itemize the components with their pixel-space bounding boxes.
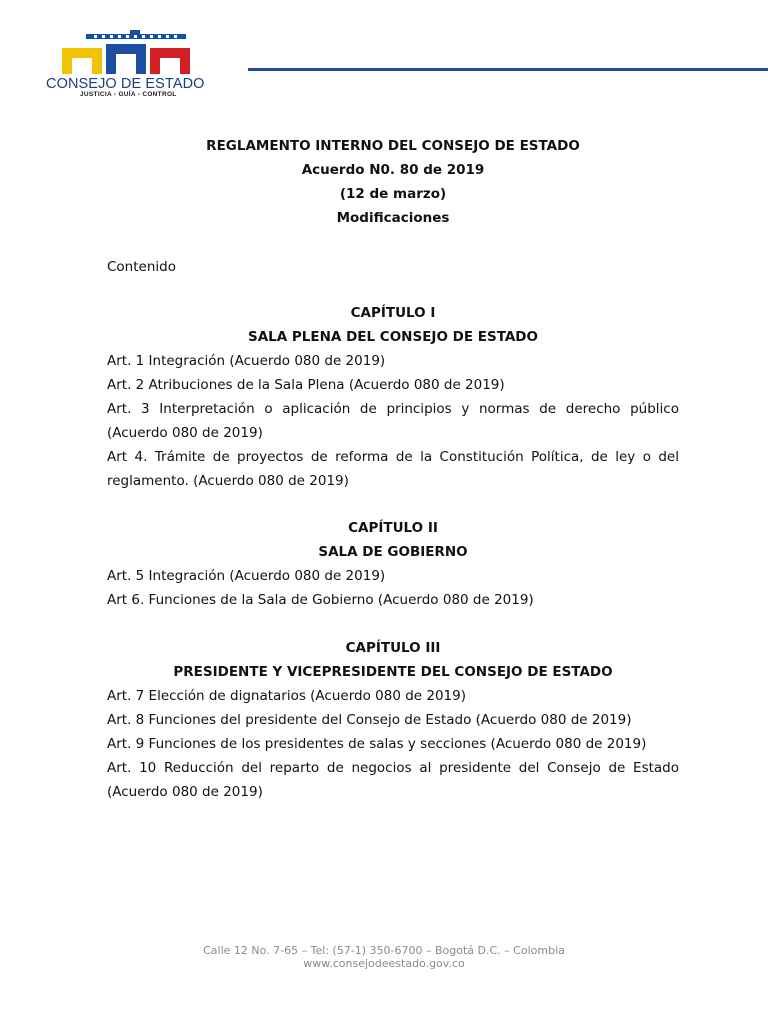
article-item: Art 4. Trámite de proyectos de reforma de la Constitución Política, de ley o del reglamento. (Acuerdo 080 de 2019) bbox=[107, 449, 679, 489]
consejo-de-estado-logo bbox=[46, 30, 221, 100]
chapter-number: CAPÍTULO II bbox=[348, 520, 438, 536]
title-line-4: Modificaciones bbox=[336, 210, 450, 226]
article-item: Art. 9 Funciones de los presidentes de salas y secciones (Acuerdo 080 de 2019) bbox=[107, 736, 647, 752]
document-title bbox=[107, 134, 679, 230]
footer-address: Calle 12 No. 7-65 – Tel: (57-1) 350-6700 – Bogotá D.C. – Colombia bbox=[203, 944, 565, 957]
page-footer bbox=[0, 944, 768, 970]
chapter-name: SALA DE GOBIERNO bbox=[318, 544, 468, 560]
article-item: Art 6. Funciones de la Sala de Gobierno (Acuerdo 080 de 2019) bbox=[107, 592, 534, 608]
title-line-1: REGLAMENTO INTERNO DEL CONSEJO DE ESTADO bbox=[206, 138, 580, 154]
title-line-2: Acuerdo N0. 80 de 2019 bbox=[301, 162, 485, 178]
article-item: Art. 1 Integración (Acuerdo 080 de 2019) bbox=[107, 353, 386, 369]
article-item: Art. 5 Integración (Acuerdo 080 de 2019) bbox=[107, 568, 386, 584]
contenido-label: Contenido bbox=[107, 259, 176, 275]
chapter-1 bbox=[107, 301, 679, 493]
building-logo-icon bbox=[46, 30, 221, 76]
footer-website-link[interactable]: www.consejodeestado.gov.co bbox=[303, 957, 465, 970]
header-divider bbox=[248, 68, 768, 71]
article-item: Art. 10 Reducción del reparto de negocios al presidente del Consejo de Estado (Acuerdo 080 de 2019) bbox=[107, 760, 679, 800]
article-item: Art. 3 Interpretación o aplicación de principios y normas de derecho público (Acuerdo 080 de 2019) bbox=[107, 401, 679, 441]
chapter-3 bbox=[107, 636, 679, 804]
article-item: Art. 2 Atribuciones de la Sala Plena (Acuerdo 080 de 2019) bbox=[107, 377, 505, 393]
article-item: Art. 7 Elección de dignatarios (Acuerdo 080 de 2019) bbox=[107, 688, 466, 704]
article-item: Art. 8 Funciones del presidente del Consejo de Estado (Acuerdo 080 de 2019) bbox=[107, 712, 632, 728]
chapter-name: PRESIDENTE Y VICEPRESIDENTE DEL CONSEJO DE ESTADO bbox=[173, 664, 613, 680]
chapter-number: CAPÍTULO I bbox=[350, 305, 436, 321]
chapter-2 bbox=[107, 516, 679, 612]
chapter-name: SALA PLENA DEL CONSEJO DE ESTADO bbox=[247, 329, 538, 345]
logo-title: CONSEJO DE ESTADO bbox=[46, 76, 205, 92]
logo-motto: JUSTICIA - GUÍA - CONTROL bbox=[80, 91, 177, 98]
title-line-3: (12 de marzo) bbox=[339, 186, 447, 202]
chapter-number: CAPÍTULO III bbox=[345, 640, 441, 656]
